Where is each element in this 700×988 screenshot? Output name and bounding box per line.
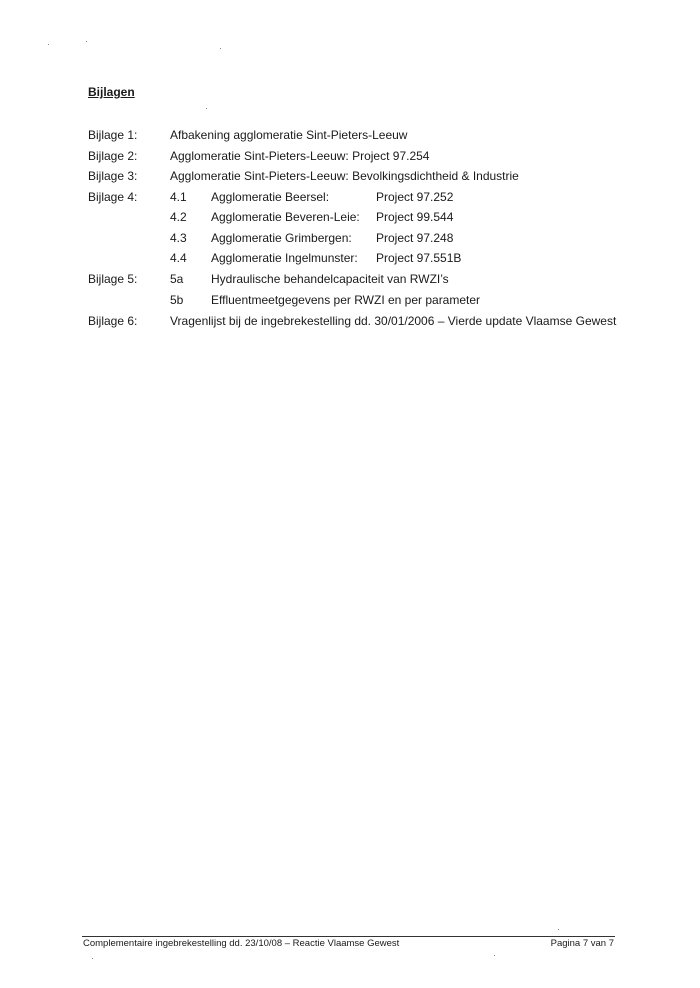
- sub-item-name: Hydraulische behandelcapaciteit van RWZI’s: [211, 272, 449, 286]
- bijlage-label: Bijlage 3:: [88, 169, 138, 183]
- bijlage-label: Bijlage 6:: [88, 314, 138, 328]
- bijlage-label: Bijlage 2:: [88, 149, 138, 163]
- sub-item-number: 5a: [170, 272, 184, 286]
- sub-item-number: 4.2: [170, 210, 187, 224]
- sub-item-project: Project 99.544: [376, 210, 454, 224]
- sub-item-name: Effluentmeetgegevens per RWZI en per parameter: [211, 293, 481, 307]
- bijlage-description: Afbakening agglomeratie Sint-Pieters-Leeuw: [170, 128, 408, 142]
- scan-speck: [206, 108, 207, 109]
- page-number: Pagina 7 van 7: [550, 938, 614, 949]
- sub-item-project: Project 97.252: [376, 190, 454, 204]
- scan-speck: [558, 929, 559, 930]
- sub-item-project: Project 97.551B: [376, 251, 462, 265]
- sub-item-number: 4.3: [170, 231, 187, 245]
- sub-item-name: Agglomeratie Beersel:: [211, 190, 330, 204]
- scan-speck: [86, 41, 87, 42]
- sub-item-name: Agglomeratie Ingelmunster:: [211, 251, 358, 265]
- page-heading: Bijlagen: [88, 85, 135, 99]
- scan-speck: [220, 48, 221, 49]
- scan-speck: [494, 955, 495, 956]
- sub-item-name: Agglomeratie Grimbergen:: [211, 231, 352, 245]
- sub-item-number: 4.4: [170, 251, 187, 265]
- bijlage-label: Bijlage 5:: [88, 272, 138, 286]
- bijlage-label: Bijlage 1:: [88, 128, 138, 142]
- bijlage-description: Agglomeratie Sint-Pieters-Leeuw: Project 97.254: [170, 149, 430, 163]
- sub-item-number: 4.1: [170, 190, 187, 204]
- sub-item-project: Project 97.248: [376, 231, 454, 245]
- footer-reference: Complementaire ingebrekestelling dd. 23/10/08 – Reactie Vlaamse Gewest: [83, 938, 400, 949]
- scan-speck: [48, 44, 49, 45]
- sub-item-number: 5b: [170, 293, 184, 307]
- sub-item-name: Agglomeratie Beveren-Leie:: [211, 210, 360, 224]
- scan-speck: [92, 958, 93, 959]
- bijlage-label: Bijlage 4:: [88, 190, 138, 204]
- footer-divider: [82, 936, 615, 937]
- bijlage-description: Vragenlijst bij de ingebrekestelling dd. 30/01/2006 – Vierde update Vlaamse Gewest: [170, 314, 617, 328]
- bijlage-description: Agglomeratie Sint-Pieters-Leeuw: Bevolkingsdichtheid & Industrie: [170, 169, 519, 183]
